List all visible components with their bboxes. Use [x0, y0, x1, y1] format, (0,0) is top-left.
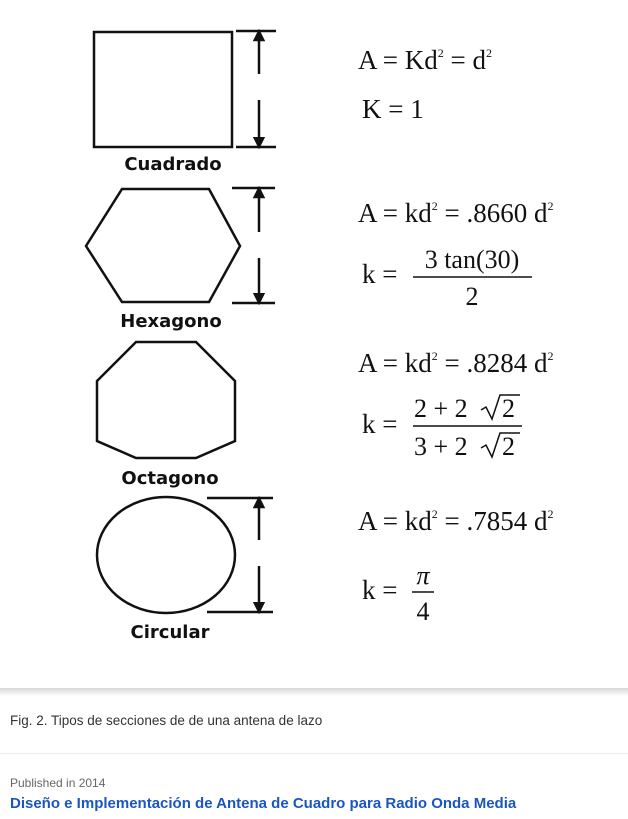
- circle-k-denominator: 4: [416, 597, 430, 626]
- hexagon-k-prefix: k =: [362, 259, 398, 289]
- octagon-denominator-radicand: 2: [502, 432, 515, 461]
- figure-bottom-shadow: [0, 688, 628, 696]
- square-section: [94, 31, 492, 175]
- circle-shape: [97, 497, 235, 613]
- hexagon-k-denominator: 2: [465, 282, 479, 311]
- circle-k-prefix: k =: [362, 575, 398, 605]
- octagon-numerator-radicand: 2: [502, 394, 515, 423]
- hexagon-shape: [86, 189, 240, 302]
- square-shape: [94, 32, 232, 147]
- octagon-area-formula: $A = kd^2 = .8284$ $d^2$: [358, 348, 554, 378]
- circle-label: Circular: [130, 622, 210, 643]
- caption-divider: [0, 753, 628, 754]
- circle-area-formula: $A = kd^2 = .7854$ $d^2$: [358, 506, 554, 536]
- octagon-shape: [97, 342, 235, 458]
- circle-k-numerator: π: [416, 561, 430, 590]
- octagon-k-numerator: 2 + 2: [414, 394, 468, 423]
- hexagon-area-formula: $A = kd^2 = .8660$ $d^2$: [358, 198, 554, 228]
- octagon-k-formula: [362, 394, 522, 461]
- square-k-formula: K = 1: [362, 94, 424, 124]
- hexagon-k-formula: [362, 245, 532, 311]
- square-area-formula: $A = Kd^2 = d^2$: [358, 45, 492, 75]
- hexagon-section: [86, 188, 553, 332]
- publication-date: Published in 2014: [10, 776, 106, 790]
- figure-caption: Fig. 2. Tipos de secciones de de una antena de lazo: [10, 713, 323, 728]
- octagon-section: [97, 342, 553, 489]
- circle-k-formula: [362, 561, 434, 626]
- hexagon-k-numerator: 3 tan(30): [424, 245, 520, 274]
- octagon-k-prefix: k =: [362, 409, 398, 439]
- hexagon-label: Hexagono: [120, 311, 222, 332]
- square-label: Cuadrado: [124, 154, 222, 175]
- publication-title-link[interactable]: Diseño e Implementación de Antena de Cuadro para Radio Onda Media: [10, 795, 517, 812]
- octagon-label: Octagono: [121, 468, 219, 489]
- circle-section: [97, 497, 553, 643]
- octagon-k-denominator: 3 + 2: [414, 432, 468, 461]
